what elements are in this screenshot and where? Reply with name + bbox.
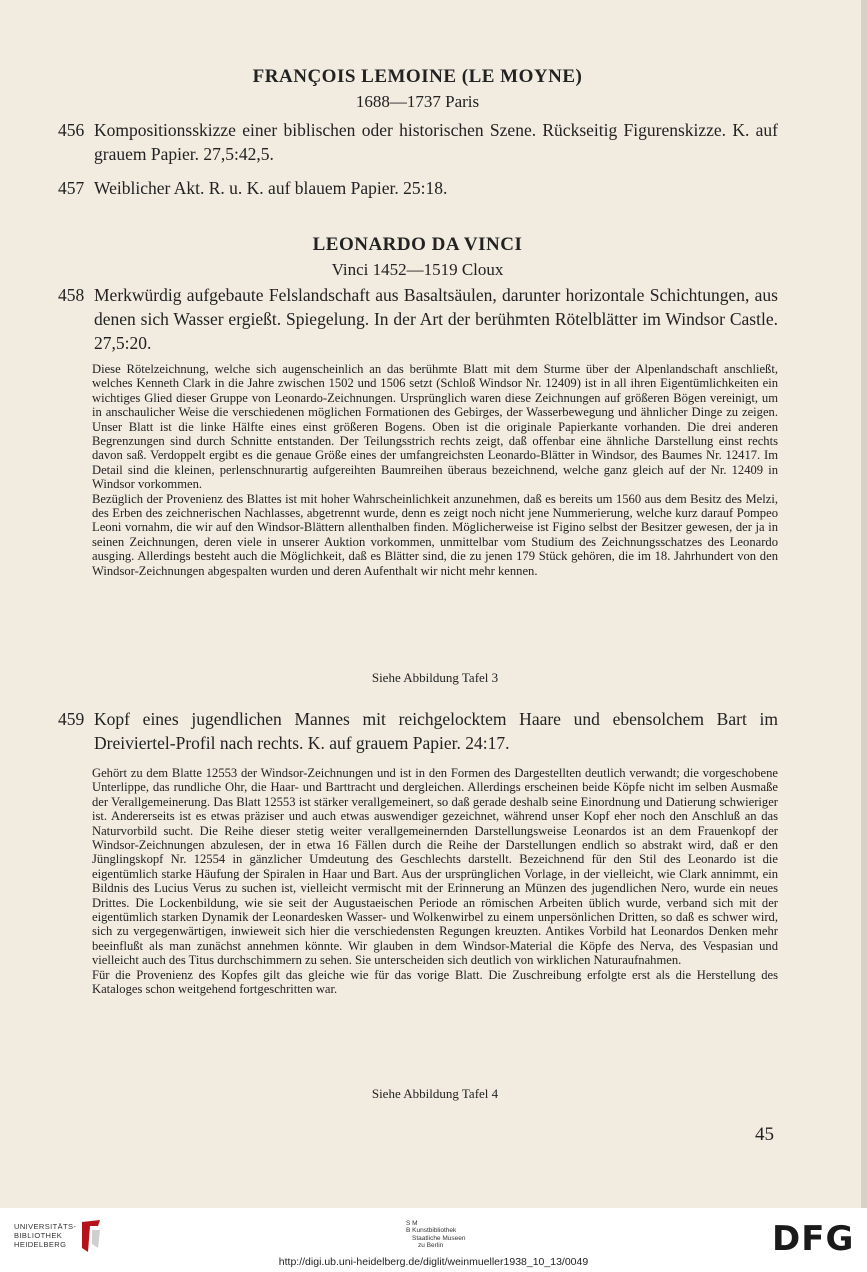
artist-heading-leonardo: LEONARDO DA VINCI [312,234,523,255]
logo-line: S M [406,1220,418,1227]
dfg-logo[interactable]: DFG [772,1219,855,1259]
entry-459-commentary [92,766,778,997]
artist-dates-leonardo: Vinci 1452—1519 Cloux [331,260,504,279]
plate-reference-458: Siehe Abbildung Tafel 3 [371,670,499,685]
logo-line: Staatliche Museen [412,1234,466,1242]
artist-dates-lemoine: 1688—1737 Paris [355,92,480,111]
entry-458-commentary [92,362,778,578]
commentary-paragraph: Gehört zu dem Blatte 12553 der Windsor-Zeichnungen und ist in den Formen des Dargestellten deutlich verwandt; die vorgeschobene Unterlippe, das rundliche Ohr, die Haar- und Barttracht und dergleichen. Allerdings erscheinen beide Köpfe nicht im selben Ausmaße der Verallgemeinerung. Das Blatt 12553 ist stärker verallgemeinert, so daß gerade deshalb seine Einordnung und Datierung schwieriger ist. Andererseits ist es etwas präziser und auch etwas auswendiger gezeichnet, während unser Kopf eher noch den Anschluß an das Naturvorbild sucht. Die Reihe dieser stetig weiter verallgemeinernden Darstellungsweise Leonardos ist an dem Frauenkopf der Windsor-Zeichnungen abzulesen, der in etwa 16 Fällen durch die Reihe der Darstellungen endlich so abstrakt wird, daß er den Jünglingskopf Nr. 12554 in gänzlicher Umdeutung des Geschlechts darstellt. Bezeichnend für den Stil des Leonardo ist die eigentümlich starke Häufung der Spiralen in Haar und Bart. Aus der ursprünglichen Vorlage, in der vielleicht, wie Clark annimmt, ein Bildnis des Lucius Verus zu suchen ist, vielleicht vermischt mit der Erinnerung an Münzen des jugendlichen Nero, wurde ein neues Drittes. Die Lockenbildung, wie sie seit der Augustaeischen Periode an römischen Arbeiten üblich wurde, verband sich mit der eigentümlich starken Dynamik der Leonardesken Wasser- und Wolkenwirbel zu einem unpersönlichen Dritten, so daß es schwer wird, sich zu vergegenwärtigen, inwieweit sich hier die verschiedensten Regungen kreuzten. Antikes Vorbild hat Leonardos Denken mehr beeinflußt als man zunächst annehmen könnte. Wir glauben in dem Windsor-Material die Köpfe des Nerva, des Vespasian und vielleicht auch des Titus durchschimmern zu sehen. Sie unterscheiden sich deutlich von wirklichen Naturaufnahmen. [92,766,778,968]
entry-text: Kopf eines jugendlichen Mannes mit reichgelocktem Haare und ebensolchem Bart im Dreiviertel-Profil nach rechts. K. auf grauem Papier. 24:17. [94,709,778,753]
artist-heading-lemoine: FRANÇOIS LEMOINE (LE MOYNE) [252,66,583,87]
page-edge [861,0,867,1208]
logo-line: zu Berlin [418,1242,444,1250]
entry-text: Kompositionsskizze einer biblischen oder historischen Szene. Rückseitig Figurenskizze. K. auf grauem Papier. 27,5:42,5. [94,120,778,164]
logo-line: B Kunstbibliothek [406,1227,457,1235]
commentary-paragraph: Bezüglich der Provenienz des Blattes ist mit hoher Wahrscheinlichkeit anzunehmen, daß es bereits um 1560 aus dem Besitz des Melzi, des Erben des zeichnerischen Nachlasses, abgetrennt wurde, denn es zeigt noch nicht jene Nummerierung, welche kurz darauf Pompeo Leoni vornahm, die wir auf den Windsor-Blättern allenthalben finden. Möglicherweise ist Figino selbst der Besitzer gewesen, der ja in seinen Zeichnungen, deren viele in unserer Auktion vorkommen, unmittelbar vom Studium des Zeichnungsschatzes des Leonardo ausging. Allerdings besteht auch die Möglichkeit, daß es Blätter sind, die zu jenen 179 Stück gehören, die im 18. Jahrhundert von den Windsor-Zeichnungen abgespalten wurden und deren Aufenthalt wir nicht mehr kennen. [92,491,778,578]
page-number: 45 [755,1124,774,1145]
logo-line: BIBLIOTHEK [14,1231,63,1240]
plate-reference-459: Siehe Abbildung Tafel 4 [371,1086,499,1101]
kunstbibliothek-logo [406,1220,465,1250]
commentary-paragraph: Für die Provenienz des Kopfes gilt das gleiche wie für das vorige Blatt. Die Zuschreibung erfolgte erst als die Herstellung des Kataloges schon weitgehend fortgeschritten war. [92,967,778,997]
catalog-entry-456 [58,118,778,166]
library-emblem-icon [78,1218,104,1254]
document-url-link[interactable]: http://digi.ub.uni-heidelberg.de/diglit/weinmueller1938_10_13/0049 [278,1256,589,1268]
commentary-paragraph: Diese Rötelzeichnung, welche sich augenscheinlich an das berühmte Blatt mit dem Sturme über der Alpenlandschaft anschließt, welches Kenneth Clark in die Jahre zwischen 1502 und 1506 setzt (Schloß Windsor Nr. 12409) ist in all ihren Eigentümlichkeiten ein wichtiges Glied dieser Gruppe von Leonardo-Zeichnungen. Ursprünglich waren diese Zeichnungen auf größeren Bögen vereinigt, um in anschaulicher Weise die verschiedenen möglichen Formationen des Gebirges, der Wasserbewegung und ähnlicher Dinge zu zeigen. Unser Blatt ist die linke Hälfte eines einst größeren Bogens. Oben ist die originale Papierkante vorhanden. Die drei anderen Begrenzungen sind durch Schnitte entstanden. Der Teilungsstrich rechts zeigt, daß offenbar eine ähnliche Darstellung einst rechts davon saß. Verdoppelt ergibt es die genaue Größe eines der umfangreichsten Leonardo-Blätter in Windsor, des Baumes Nr. 12417. Im Detail sind die kleinen, perlenschnurartig aufgereihten Baumreihen überaus bezeichnend, welche ganz gleich auf der Nr. 12409 in Windsor vorkommen. [92,362,778,492]
entry-number: 456 [58,120,85,140]
entry-number: 458 [58,285,85,305]
catalog-entry-457 [58,176,778,200]
catalog-entry-459 [58,707,778,755]
entry-number: 459 [58,709,85,729]
university-library-logo[interactable] [14,1222,76,1249]
logo-line: HEIDELBERG [14,1240,67,1249]
entry-number: 457 [58,178,85,198]
catalog-entry-458 [58,283,778,355]
logo-line: UNIVERSITÄTS- [14,1222,77,1231]
entry-text: Merkwürdig aufgebaute Felslandschaft aus Basaltsäulen, darunter horizontale Schichtungen, aus denen sich Wasser ergießt. Spiegelung. In der Art der berühmten Rötelblätter im Windsor Castle. 27,5:20. [94,285,778,353]
entry-text: Weiblicher Akt. R. u. K. auf blauem Papier. 25:18. [94,178,448,198]
